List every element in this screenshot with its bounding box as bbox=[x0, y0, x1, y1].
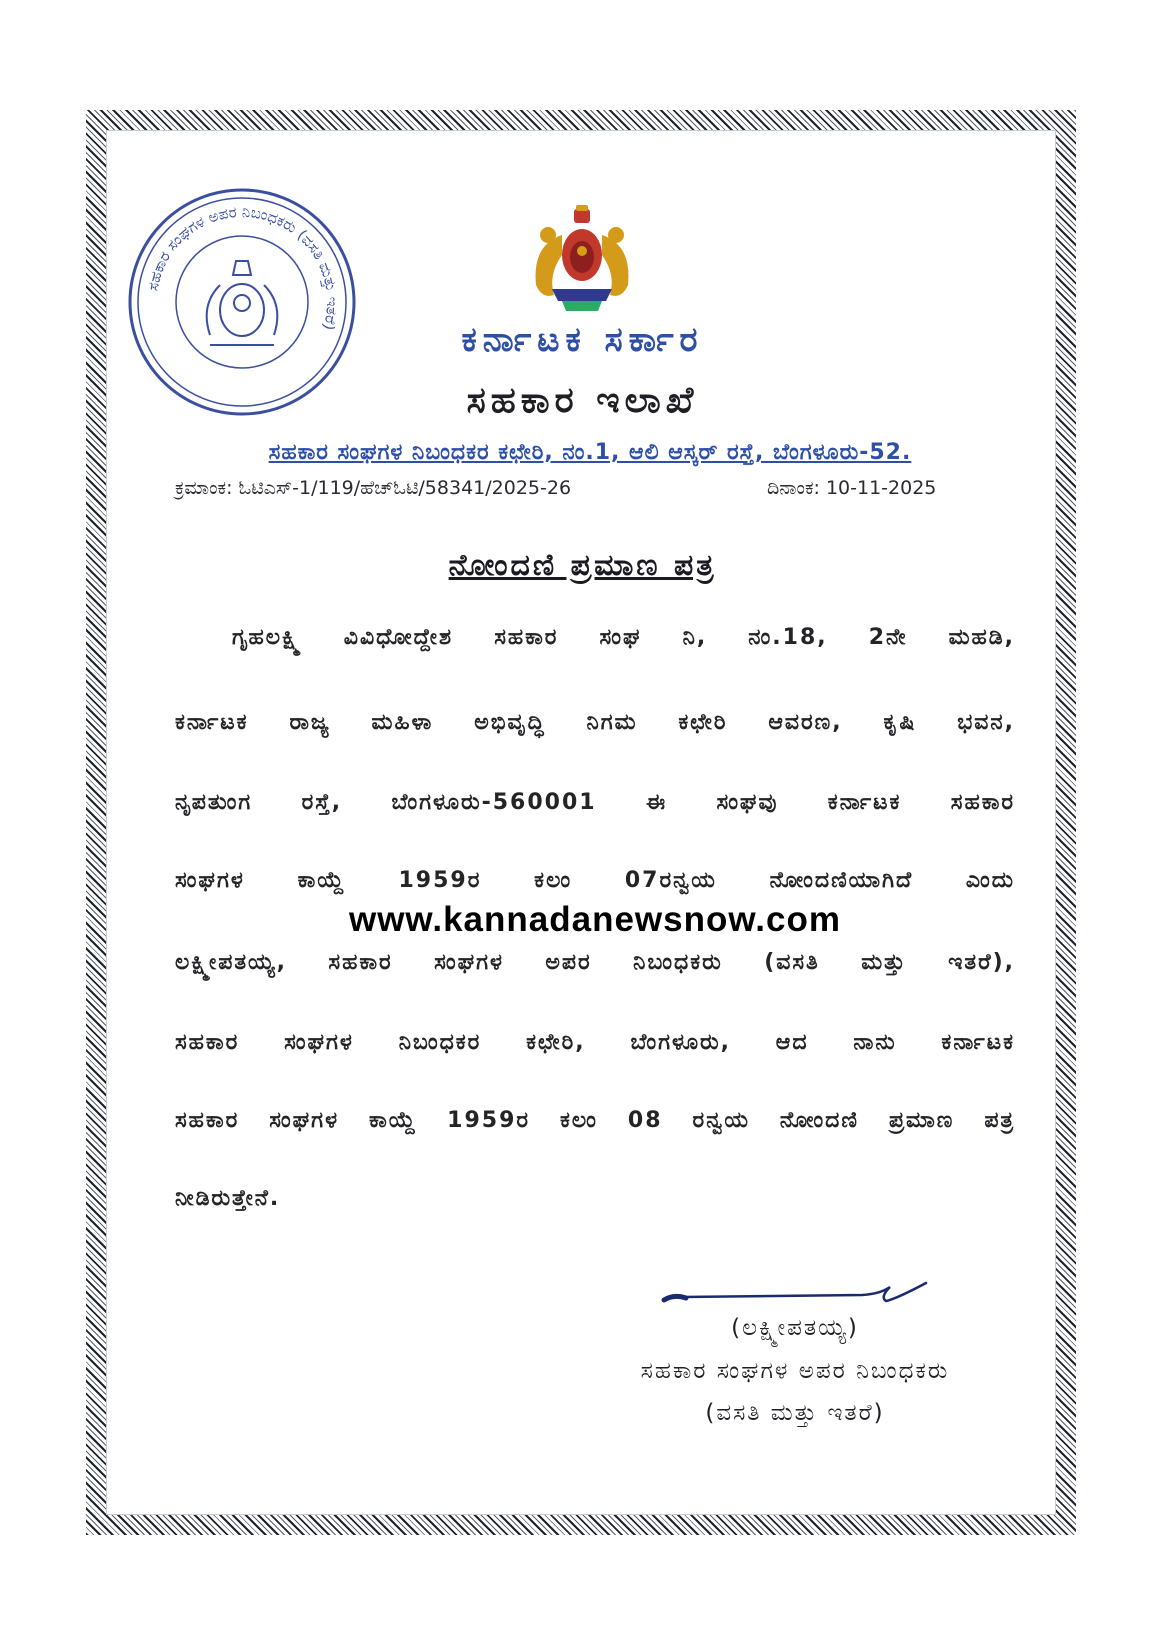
body-line: ಕರ್ನಾಟಕ ರಾಜ್ಯ ಮಹಿಳಾ ಅಭಿವೃದ್ಧಿ ನಿಗಮ ಕಛೇರಿ ಆವರಣ, ಕೃಷಿ ಭವನ, bbox=[175, 710, 1015, 735]
office-address: ಸಹಕಾರ ಸಂಘಗಳ ನಿಬಂಧಕರ ಕಛೇರಿ, ನಂ.1, ಆಲಿ ಆಸ್ಕರ್ ರಸ್ತೆ, ಬೆಂಗಳೂರು-52. bbox=[268, 440, 912, 465]
body-line: ಸಂಘಗಳ ಕಾಯ್ದೆ 1959ರ ಕಲಂ 07ರನ್ವಯ ನೋಂದಣಿಯಾಗಿದೆ ಎಂದು bbox=[175, 868, 1015, 893]
body-line: ಲಕ್ಷ್ಮೀಪತಯ್ಯ, ಸಹಕಾರ ಸಂಘಗಳ ಅಪರ ನಿಬಂಧಕರು (ವಸತಿ ಮತ್ತು ಇತರೆ), bbox=[175, 950, 1015, 975]
certificate-title: ನೋಂದಣಿ ಪ್ರಮಾಣ ಪತ್ರ bbox=[448, 548, 717, 583]
body-line: ನೃಪತುಂಗ ರಸ್ತೆ, ಬೆಂಗಳೂರು-560001 ಈ ಸಂಘವು ಕರ್ನಾಟಕ ಸಹಕಾರ bbox=[175, 790, 1015, 815]
signatory-designation: ಸಹಕಾರ ಸಂಘಗಳ ಅಪರ ನಿಬಂಧಕರು bbox=[640, 1358, 950, 1384]
svg-text:ಸಹಕಾರ ಸಂಘಗಳ ಅಪರ ನಿಬಂಧಕರು (ವಸತಿ bbox=[144, 203, 341, 332]
signature-icon bbox=[660, 1270, 930, 1315]
reference-number: ಕ್ರಮಾಂಕ: ಓಟಿಎಸ್-1/119/ಹೆಚ್‌ಓಟಿ/58341/2025-26 bbox=[175, 477, 572, 499]
department-title: ಸಹಕಾರ ಇಲಾಖೆ bbox=[466, 380, 699, 421]
seal-lettering: ಸಹಕಾರ ಸಂಘಗಳ ಅಪರ ನಿಬಂಧಕರು (ವಸತಿ ಮತ್ತು ಇತರೆ) bbox=[143, 202, 342, 333]
body-line: ಸಹಕಾರ ಸಂಘಗಳ ಕಾಯ್ದೆ 1959ರ ಕಲಂ 08 ರನ್ವಯ ನೋಂದಣಿ ಪ್ರಮಾಣ ಪತ್ರ bbox=[175, 1108, 1015, 1133]
body-line: ನೀಡಿರುತ್ತೇನೆ. bbox=[175, 1186, 281, 1211]
body-line: ಗೃಹಲಕ್ಷ್ಮಿ ವಿವಿಧೋದ್ದೇಶ ಸಹಕಾರ ಸಂಘ ನಿ, ನಂ.18, 2ನೇ ಮಹಡಿ, bbox=[232, 625, 1015, 650]
signatory-name: (ಲಕ್ಷ್ಮೀಪತಯ್ಯ) bbox=[731, 1315, 859, 1341]
government-title: ಕರ್ನಾಟಕ ಸರ್ಕಾರ bbox=[461, 320, 704, 360]
issue-date: ದಿನಾಂಕ: 10-11-2025 bbox=[767, 477, 937, 499]
watermark-url: www.kannadanewsnow.com bbox=[348, 900, 841, 939]
signatory-section: (ವಸತಿ ಮತ್ತು ಇತರೆ) bbox=[705, 1400, 885, 1426]
reference-row bbox=[175, 477, 995, 499]
karnataka-emblem-icon bbox=[522, 205, 642, 315]
body-line: ಸಹಕಾರ ಸಂಘಗಳ ನಿಬಂಧಕರ ಕಛೇರಿ, ಬೆಂಗಳೂರು, ಆದ ನಾನು ಕರ್ನಾಟಕ bbox=[175, 1030, 1015, 1055]
